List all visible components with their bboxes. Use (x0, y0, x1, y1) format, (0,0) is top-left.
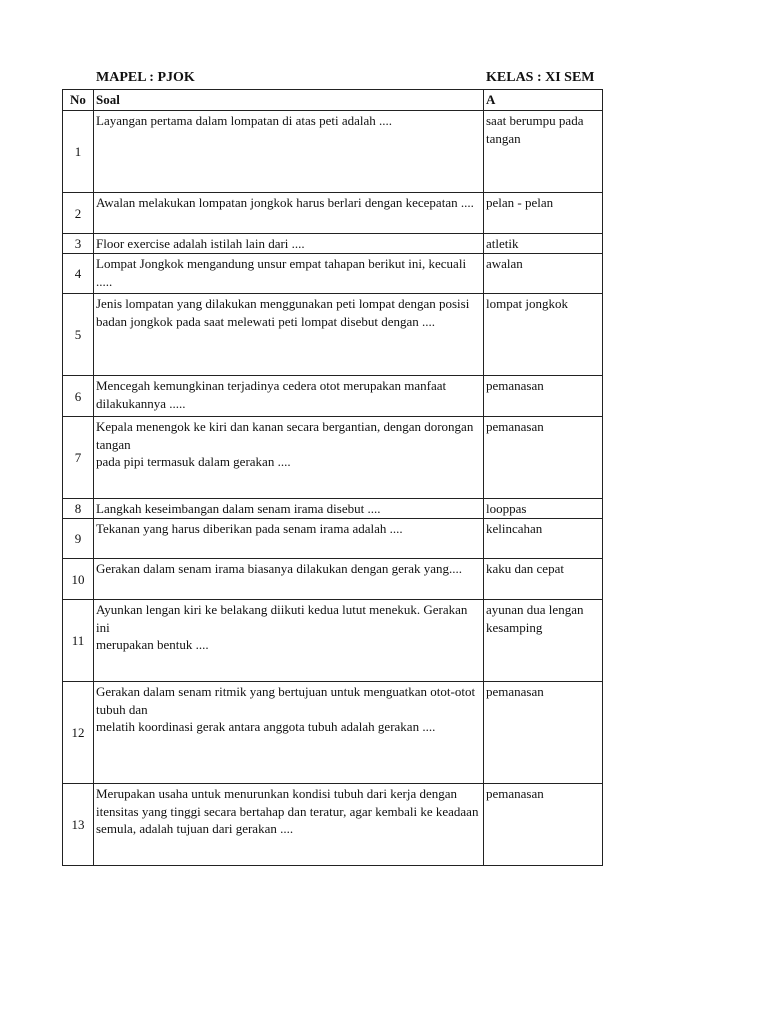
table-row (63, 254, 603, 294)
row-number: 7 (63, 417, 94, 499)
row-number: 9 (63, 519, 94, 559)
class-header: KELAS : XI SEM (486, 70, 595, 85)
table-row (63, 193, 603, 234)
table-row (63, 417, 603, 499)
answer-text: saat berumpu pada tangan (484, 111, 603, 193)
question-text: Jenis lompatan yang dilakukan menggunakan peti lompat dengan posisi badan jongkok pada saat melewati peti lompat disebut dengan .... (94, 294, 484, 376)
question-text: Lompat Jongkok mengandung unsur empat tahapan berikut ini, kecuali ..... (94, 254, 484, 294)
row-number: 3 (63, 234, 94, 254)
row-number: 6 (63, 376, 94, 417)
column-header-no: No (63, 90, 94, 111)
row-number: 10 (63, 559, 94, 600)
row-number: 5 (63, 294, 94, 376)
answer-text: pemanasan (484, 376, 603, 417)
row-number: 2 (63, 193, 94, 234)
question-text: Merupakan usaha untuk menurunkan kondisi tubuh dari kerja dengan itensitas yang tinggi secara bertahap dan teratur, agar kembali ke keadaan semula, adalah tujuan dari gerakan .... (94, 784, 484, 866)
subject-header: MAPEL : PJOK (96, 70, 195, 85)
answer-text: pemanasan (484, 417, 603, 499)
answer-text: pelan - pelan (484, 193, 603, 234)
answer-text: kelincahan (484, 519, 603, 559)
table-row (63, 376, 603, 417)
answer-text: pemanasan (484, 784, 603, 866)
answer-text: awalan (484, 254, 603, 294)
table-row (63, 111, 603, 193)
row-number: 11 (63, 600, 94, 682)
table-row (63, 234, 603, 254)
question-text: Langkah keseimbangan dalam senam irama disebut .... (94, 499, 484, 519)
answer-text: atletik (484, 234, 603, 254)
question-text: Mencegah kemungkinan terjadinya cedera otot merupakan manfaat dilakukannya ..... (94, 376, 484, 417)
answer-text: pemanasan (484, 682, 603, 784)
row-number: 1 (63, 111, 94, 193)
answer-text: ayunan dua lengan kesamping (484, 600, 603, 682)
row-number: 12 (63, 682, 94, 784)
question-text: Layangan pertama dalam lompatan di atas peti adalah .... (94, 111, 484, 193)
answer-text: looppas (484, 499, 603, 519)
question-text: Awalan melakukan lompatan jongkok harus berlari dengan kecepatan .... (94, 193, 484, 234)
column-header-a: A (484, 90, 603, 111)
table-row (63, 559, 603, 600)
question-text: Gerakan dalam senam irama biasanya dilakukan dengan gerak yang.... (94, 559, 484, 600)
quiz-table (62, 89, 603, 866)
answer-text: lompat jongkok (484, 294, 603, 376)
table-row (63, 600, 603, 682)
table-row (63, 499, 603, 519)
question-text: Tekanan yang harus diberikan pada senam irama adalah .... (94, 519, 484, 559)
table-row (63, 294, 603, 376)
answer-text: kaku dan cepat (484, 559, 603, 600)
question-text: Floor exercise adalah istilah lain dari .... (94, 234, 484, 254)
table-row (63, 682, 603, 784)
question-text: Ayunkan lengan kiri ke belakang diikuti kedua lutut menekuk. Gerakan ini merupakan bentuk .... (94, 600, 484, 682)
column-header-soal: Soal (94, 90, 484, 111)
table-row (63, 784, 603, 866)
table-row (63, 519, 603, 559)
question-text: Kepala menengok ke kiri dan kanan secara bergantian, dengan dorongan tangan pada pipi termasuk dalam gerakan .... (94, 417, 484, 499)
row-number: 4 (63, 254, 94, 294)
table-header-row (63, 90, 603, 111)
row-number: 8 (63, 499, 94, 519)
question-text: Gerakan dalam senam ritmik yang bertujuan untuk menguatkan otot-otot tubuh dan melatih koordinasi gerak antara anggota tubuh adalah gerakan .... (94, 682, 484, 784)
row-number: 13 (63, 784, 94, 866)
